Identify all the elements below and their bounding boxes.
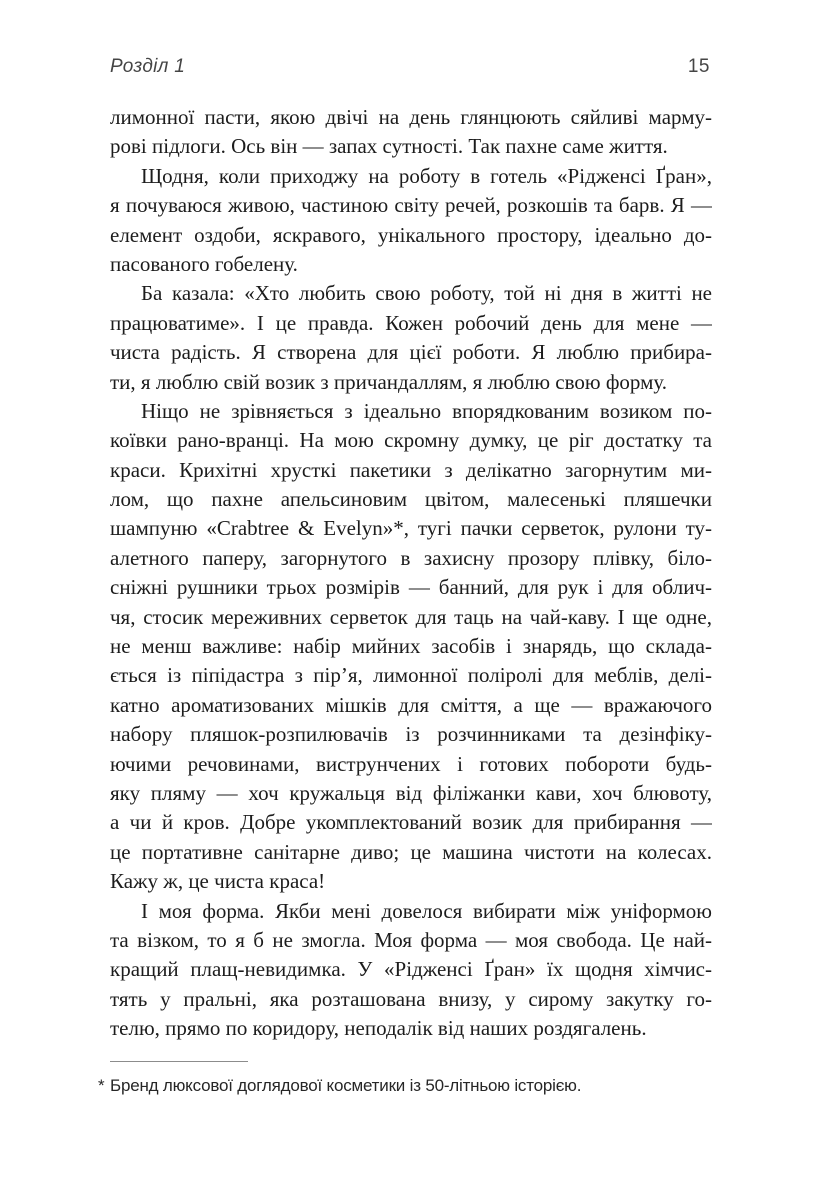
page-number: 15 (687, 56, 710, 77)
text-line: краси. Крихітні хрусткі пакетики з делікатно загорнутим ми- (110, 457, 712, 482)
text-line: це портативне санітарне диво; це машина чистоти на колесах. (110, 839, 712, 864)
text-line: рові підлоги. Ось він — запах сутності. Так пахне саме життя. (110, 134, 668, 159)
text-line: Ніщо не зрівняється з ідеально впорядкованим возиком по- (141, 398, 712, 423)
footnote-text: Бренд люксової доглядової косметики із 50-літньою історією. (110, 1076, 582, 1095)
text-line: чя, стосик мереживних серветок для таць на чай-каву. І ще одне, (110, 604, 712, 629)
text-line: я почуваюся живою, частиною світу речей, розкошів та барв. Я — (110, 193, 712, 218)
footnote-rule (110, 1061, 248, 1062)
text-line: коївки рано-вранці. На мою скромну думку, це ріг достатку та (110, 428, 712, 453)
text-line: чиста радість. Я створена для цієї роботи. Я люблю прибира- (110, 340, 712, 365)
text-line: телю, прямо по коридору, неподалік від наших роздягалень. (110, 1016, 647, 1041)
text-line: ється із піпідастра з пір’я, лимонної поліролі для меблів, делі- (110, 663, 712, 688)
text-line: сніжні рушники трьох розмірів — банний, для рук і для облич- (110, 575, 712, 600)
text-line: ючими речовинами, виструнчених і готових побороти будь- (110, 751, 712, 776)
footnote-line (98, 1075, 712, 1096)
text-line: пасованого гобелену. (110, 251, 298, 276)
text-line: та візком, то я б не змогла. Моя форма — моя свобода. Це най- (110, 927, 712, 952)
text-line: лимонної пасти, якою двічі на день глянцюють сяйливі марму- (110, 105, 712, 129)
chapter-title: Розділ 1 (110, 56, 186, 77)
text-line: тять у пральні, яка розташована внизу, у сирому закутку го- (110, 986, 712, 1011)
text-line: не менш важливе: набір мийних засобів і знарядь, що склада- (110, 634, 712, 659)
text-line: набору пляшок-розпилювачів із розчинниками та дезінфіку- (110, 722, 712, 747)
text-line: Кажу ж, це чиста краса! (110, 869, 326, 894)
text-line: Щодня, коли приходжу на роботу в готель «Рідженсі Ґран», (141, 163, 712, 188)
text-line: алетного паперу, загорнутого в захисну прозору плівку, біло- (110, 545, 712, 570)
text-line: катно ароматизованих мішків для сміття, а ще — вражаючого (110, 692, 712, 717)
footnote (98, 1061, 712, 1096)
text-line: І моя форма. Якби мені довелося вибирати між уніформою (141, 898, 712, 923)
text-line: яку пляму — хоч кружальця від філіжанки кави, хоч блювоту, (110, 780, 712, 805)
text-line: шампуню «Crabtree & Evelyn»*, тугі пачки серветок, рулони ту- (110, 516, 712, 541)
text-line: Ба казала: «Хто любить свою роботу, той ні дня в житті не (141, 281, 712, 306)
text-line: кращий плащ-невидимка. У «Рідженсі Ґран» їх щодня хімчис- (110, 957, 712, 982)
text-line: лом, що пахне апельсиновим цвітом, малесенькі пляшечки (110, 487, 712, 512)
text-line: працюватиме». І це правда. Кожен робочий день для мене — (110, 310, 712, 335)
footnote-marker: * (98, 1076, 105, 1095)
body-text (110, 103, 712, 1044)
text-line: ти, я люблю свій возик з причандаллям, я люблю свою форму. (110, 369, 668, 394)
text-line: елемент оздоби, яскравого, унікального простору, ідеально до- (110, 222, 712, 247)
text-line: а чи й кров. Добре укомплектований возик для прибирання — (110, 810, 712, 835)
running-head (110, 56, 710, 78)
